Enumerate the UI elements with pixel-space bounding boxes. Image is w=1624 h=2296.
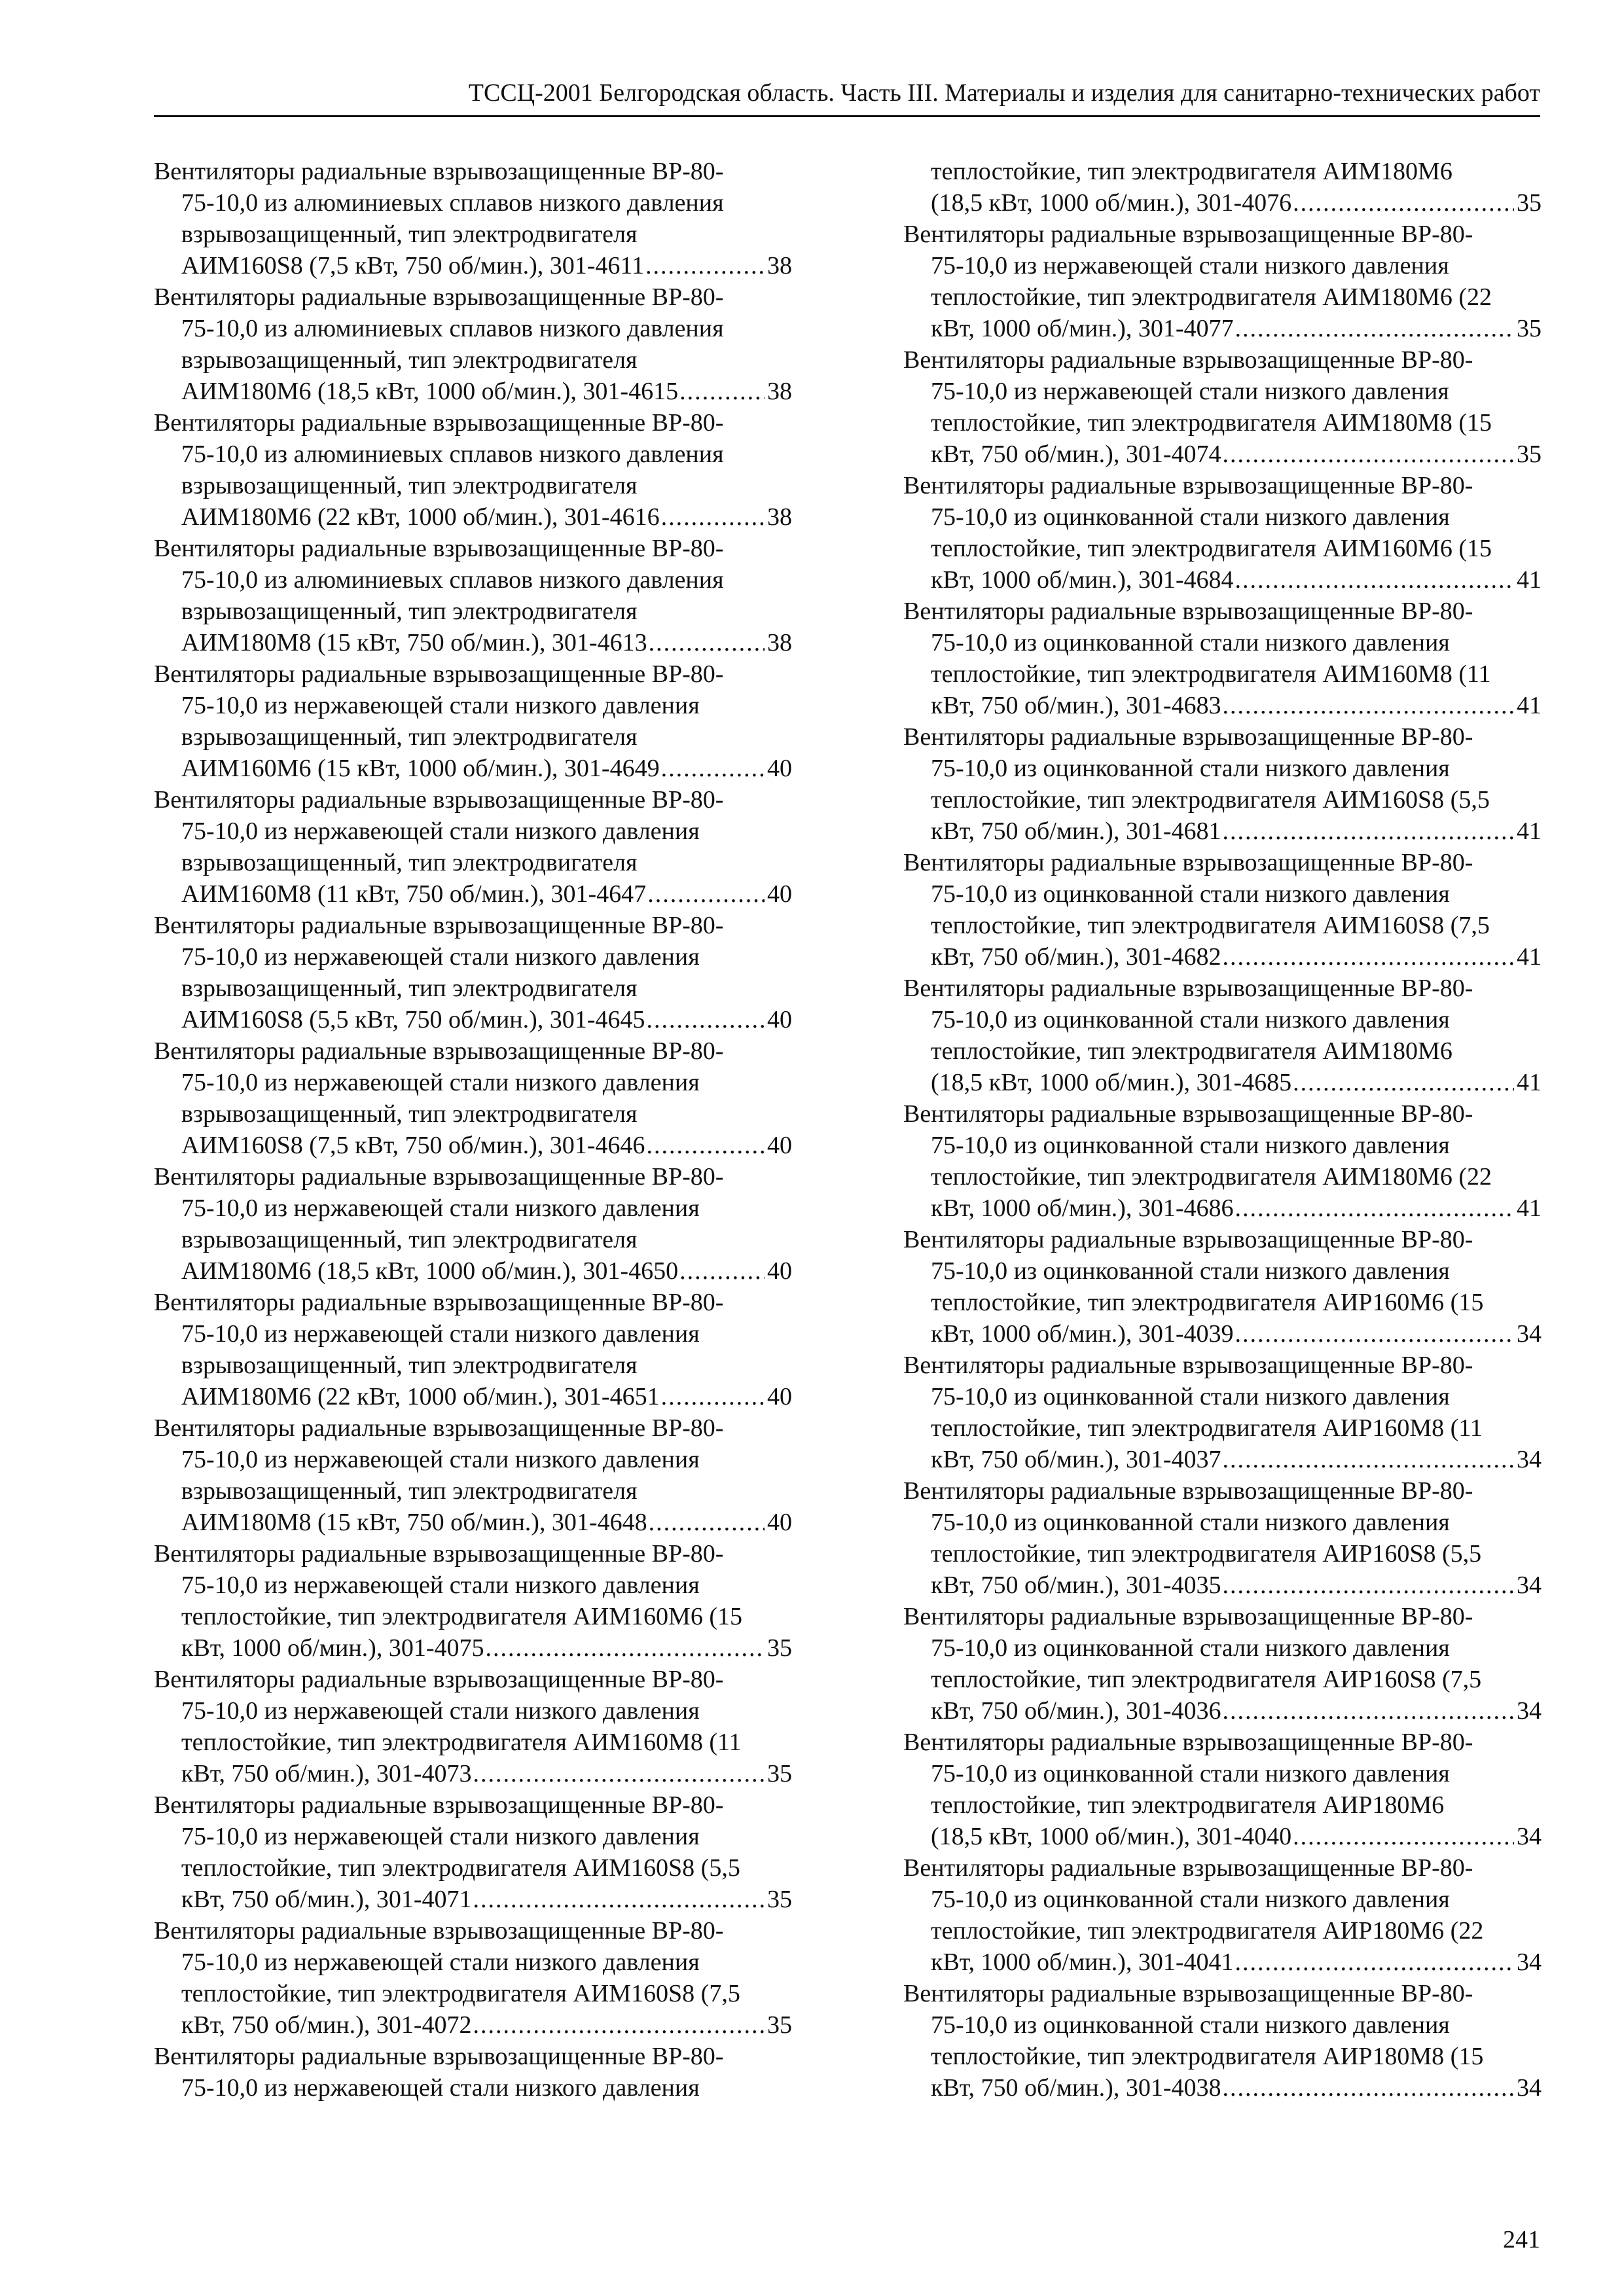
index-entry-line: 75-10,0 из нержавеющей стали низкого давления bbox=[931, 252, 1449, 279]
dot-leader bbox=[1222, 2072, 1514, 2104]
index-entry-line: Вентиляторы радиальные взрывозащищенные ВР-80- bbox=[903, 346, 1473, 374]
index-entry-line: Вентиляторы радиальные взрывозащищенные ВР-80- bbox=[903, 1477, 1473, 1505]
index-entry-line: 75-10,0 из оцинкованной стали низкого давления bbox=[931, 503, 1450, 531]
dot-leader bbox=[1293, 1067, 1514, 1098]
index-entry-line: теплостойкие, тип электродвигателя АИМ160S8 (7,5 bbox=[181, 1980, 740, 2007]
index-entry-line: Вентиляторы радиальные взрывозащищенные ВР-80- bbox=[154, 535, 724, 562]
index-entry bbox=[903, 1475, 1542, 1601]
index-entry-page: 35 bbox=[767, 1886, 792, 1913]
index-entry-line bbox=[903, 313, 1542, 344]
index-entry-line: 75-10,0 из нержавеющей стали низкого давления bbox=[181, 1069, 700, 1096]
index-entry-text: кВт, 750 об/мин.), 301-4074 bbox=[931, 440, 1221, 468]
dot-leader bbox=[1222, 1444, 1514, 1475]
index-entry-line: 75-10,0 из алюминиевых сплавов низкого давления bbox=[181, 566, 724, 594]
index-entry bbox=[154, 1287, 792, 1412]
dot-leader bbox=[1235, 313, 1514, 344]
index-entry-line: Вентиляторы радиальные взрывозащищенные ВР-80- bbox=[903, 1854, 1473, 1882]
index-entry-line: взрывозащищенный, тип электродвигателя bbox=[181, 723, 638, 751]
index-entry-line: Вентиляторы радиальные взрывозащищенные ВР-80- bbox=[903, 1100, 1473, 1128]
index-entry-page: 35 bbox=[767, 1634, 792, 1662]
index-entry-line: Вентиляторы радиальные взрывозащищенные ВР-80- bbox=[903, 472, 1473, 499]
index-entry bbox=[903, 847, 1542, 973]
index-entry-line bbox=[903, 1193, 1542, 1224]
index-entry-text: кВт, 1000 об/мин.), 301-4686 bbox=[931, 1194, 1234, 1222]
index-entry bbox=[154, 784, 792, 910]
index-entry-line: Вентиляторы радиальные взрывозащищенные ВР-80- bbox=[154, 409, 724, 437]
dot-leader bbox=[1235, 1193, 1514, 1224]
index-entry-line bbox=[903, 941, 1542, 973]
dot-leader bbox=[1222, 816, 1514, 847]
dot-leader bbox=[1235, 1318, 1514, 1350]
index-column-right bbox=[903, 156, 1542, 2104]
index-entry-line: теплостойкие, тип электродвигателя АИМ160М6 (15 bbox=[181, 1603, 742, 1630]
index-entry-text: кВт, 1000 об/мин.), 301-4075 bbox=[181, 1634, 484, 1662]
index-entry-page: 40 bbox=[767, 1509, 792, 1536]
dot-leader bbox=[1222, 690, 1514, 721]
index-entry-line: 75-10,0 из алюминиевых сплавов низкого давления bbox=[181, 315, 724, 342]
index-entry-line bbox=[903, 1821, 1542, 1852]
index-entry-line: Вентиляторы радиальные взрывозащищенные ВР-80- bbox=[154, 158, 724, 185]
index-entry-line: теплостойкие, тип электродвигателя АИМ160М8 (11 bbox=[931, 660, 1491, 688]
index-entry-text: (18,5 кВт, 1000 об/мин.), 301-4685 bbox=[931, 1069, 1292, 1096]
index-entry bbox=[903, 156, 1542, 219]
index-entry-line: Вентиляторы радиальные взрывозащищенные ВР-80- bbox=[154, 912, 724, 939]
index-entry-page: 34 bbox=[1517, 1697, 1542, 1725]
page-number: 241 bbox=[1503, 2226, 1540, 2253]
index-entry bbox=[154, 1538, 792, 1664]
index-entry-text: (18,5 кВт, 1000 об/мин.), 301-4076 bbox=[931, 189, 1292, 217]
index-entry-line: теплостойкие, тип электродвигателя АИМ160М8 (11 bbox=[181, 1729, 742, 1756]
index-entry-line: теплостойкие, тип электродвигателя АИР160S8 (7,5 bbox=[931, 1666, 1482, 1693]
index-entry bbox=[903, 596, 1542, 721]
index-entry-line: взрывозащищенный, тип электродвигателя bbox=[181, 849, 638, 876]
index-entry-line bbox=[903, 1695, 1542, 1727]
dot-leader bbox=[1222, 1570, 1514, 1601]
index-entry bbox=[903, 721, 1542, 847]
index-entry-line: взрывозащищенный, тип электродвигателя bbox=[181, 598, 638, 625]
index-entry-line: Вентиляторы радиальные взрывозащищенные ВР-80- bbox=[154, 1163, 724, 1191]
dot-leader bbox=[679, 376, 765, 407]
index-entry-page: 41 bbox=[1517, 1194, 1542, 1222]
index-entry bbox=[154, 1161, 792, 1287]
index-entry-line bbox=[903, 439, 1542, 470]
index-entry-line: 75-10,0 из нержавеющей стали низкого давления bbox=[181, 1948, 700, 1976]
index-entry-page: 40 bbox=[767, 1132, 792, 1159]
index-entry-line: Вентиляторы радиальные взрывозащищенные ВР-80- bbox=[903, 975, 1473, 1002]
index-entry-text: АИМ180М8 (15 кВт, 750 об/мин.), 301-4648 bbox=[181, 1509, 647, 1536]
index-entry-text: кВт, 750 об/мин.), 301-4682 bbox=[931, 943, 1221, 971]
index-entry-text: кВт, 750 об/мин.), 301-4038 bbox=[931, 2074, 1221, 2102]
index-entry-line: 75-10,0 из нержавеющей стали низкого давления bbox=[181, 943, 700, 971]
index-entry-page: 35 bbox=[1517, 189, 1542, 217]
index-entry-text: кВт, 750 об/мин.), 301-4071 bbox=[181, 1886, 472, 1913]
index-entry-text: кВт, 1000 об/мин.), 301-4077 bbox=[931, 315, 1234, 342]
index-entry-line: Вентиляторы радиальные взрывозащищенные ВР-80- bbox=[903, 1352, 1473, 1379]
index-entry-line: 75-10,0 из оцинкованной стали низкого давления bbox=[931, 1760, 1450, 1787]
index-entry-line: теплостойкие, тип электродвигателя АИМ180М6 (22 bbox=[931, 1163, 1492, 1191]
index-entry-line: 75-10,0 из оцинкованной стали низкого давления bbox=[931, 629, 1450, 656]
index-entry-line: теплостойкие, тип электродвигателя АИМ160S8 (5,5 bbox=[931, 786, 1490, 814]
index-entry-line bbox=[154, 1758, 792, 1789]
dot-leader bbox=[661, 501, 765, 533]
index-entry-line: 75-10,0 из алюминиевых сплавов низкого давления bbox=[181, 189, 724, 217]
index-column-left bbox=[154, 156, 792, 2104]
dot-leader bbox=[649, 627, 765, 658]
index-entry bbox=[154, 533, 792, 658]
index-entry-text: АИМ180М6 (18,5 кВт, 1000 об/мин.), 301-4615 bbox=[181, 378, 679, 405]
index-entry-line bbox=[903, 1318, 1542, 1350]
index-entry-line bbox=[903, 1067, 1542, 1098]
index-entry-line: Вентиляторы радиальные взрывозащищенные ВР-80- bbox=[154, 1666, 724, 1693]
index-entry-line: 75-10,0 из оцинкованной стали низкого давления bbox=[931, 880, 1450, 908]
index-entry-text: кВт, 750 об/мин.), 301-4037 bbox=[931, 1446, 1221, 1473]
index-entry-line: 75-10,0 из оцинкованной стали низкого давления bbox=[931, 1509, 1450, 1536]
index-entry-text: кВт, 1000 об/мин.), 301-4039 bbox=[931, 1320, 1234, 1348]
index-entry-line: теплостойкие, тип электродвигателя АИР160М8 (11 bbox=[931, 1414, 1483, 1442]
index-entry-line: теплостойкие, тип электродвигателя АИМ160М6 (15 bbox=[931, 535, 1492, 562]
index-entry-page: 40 bbox=[767, 1006, 792, 1033]
index-entry-line: Вентиляторы радиальные взрывозащищенные ВР-80- bbox=[154, 283, 724, 311]
dot-leader bbox=[1235, 564, 1514, 596]
index-entry-line: Вентиляторы радиальные взрывозащищенные ВР-80- bbox=[903, 723, 1473, 751]
index-entry bbox=[154, 281, 792, 407]
index-entry-page: 40 bbox=[767, 1383, 792, 1410]
index-entry-line bbox=[154, 878, 792, 910]
index-entry-line bbox=[154, 1507, 792, 1538]
index-entry-page: 40 bbox=[767, 755, 792, 782]
dot-leader bbox=[1222, 439, 1514, 470]
index-entry-line bbox=[154, 627, 792, 658]
index-entry-line: теплостойкие, тип электродвигателя АИР180М8 (15 bbox=[931, 2043, 1484, 2070]
index-entry bbox=[903, 1978, 1542, 2104]
index-entry-line bbox=[903, 690, 1542, 721]
index-entry-line: теплостойкие, тип электродвигателя АИР180М6 bbox=[931, 1791, 1445, 1819]
index-entry-page: 34 bbox=[1517, 2074, 1542, 2102]
dot-leader bbox=[679, 1255, 765, 1287]
index-entry-page: 41 bbox=[1517, 943, 1542, 971]
index-entry-page: 41 bbox=[1517, 817, 1542, 845]
index-entry bbox=[154, 1789, 792, 1915]
index-entry-line bbox=[154, 2009, 792, 2041]
index-entry-line bbox=[903, 816, 1542, 847]
dot-leader bbox=[1222, 1695, 1514, 1727]
index-entry-line bbox=[154, 753, 792, 784]
index-entry-page: 34 bbox=[1517, 1948, 1542, 1976]
index-entry bbox=[154, 2041, 792, 2104]
index-entry-line: взрывозащищенный, тип электродвигателя bbox=[181, 1477, 638, 1505]
index-entry bbox=[903, 1727, 1542, 1852]
index-entry-line: Вентиляторы радиальные взрывозащищенные ВР-80- bbox=[903, 1729, 1473, 1756]
index-entry-line: Вентиляторы радиальные взрывозащищенные ВР-80- bbox=[154, 1289, 724, 1316]
index-entry-text: кВт, 750 об/мин.), 301-4072 bbox=[181, 2011, 472, 2039]
index-entry-line: Вентиляторы радиальные взрывозащищенные ВР-80- bbox=[903, 1980, 1473, 2007]
index-entry-text: кВт, 750 об/мин.), 301-4035 bbox=[931, 1571, 1221, 1599]
index-entry bbox=[903, 1224, 1542, 1350]
index-entry-page: 40 bbox=[767, 1257, 792, 1285]
index-entry-line: 75-10,0 из оцинкованной стали низкого давления bbox=[931, 1886, 1450, 1913]
index-entry-line: 75-10,0 из оцинкованной стали низкого давления bbox=[931, 755, 1450, 782]
index-entry-text: кВт, 750 об/мин.), 301-4036 bbox=[931, 1697, 1221, 1725]
dot-leader bbox=[1235, 1946, 1514, 1978]
index-entry bbox=[154, 1664, 792, 1789]
index-entry bbox=[903, 1601, 1542, 1727]
index-entry-text: кВт, 1000 об/мин.), 301-4041 bbox=[931, 1948, 1234, 1976]
index-entry-line: Вентиляторы радиальные взрывозащищенные ВР-80- bbox=[154, 786, 724, 814]
index-entry-line: взрывозащищенный, тип электродвигателя bbox=[181, 221, 638, 248]
index-entry-line: 75-10,0 из нержавеющей стали низкого давления bbox=[181, 2074, 700, 2102]
index-entry-line bbox=[903, 1946, 1542, 1978]
index-entry-line bbox=[154, 1004, 792, 1035]
dot-leader bbox=[1293, 187, 1514, 219]
index-entry-line: Вентиляторы радиальные взрывозащищенные ВР-80- bbox=[154, 1540, 724, 1568]
index-entry-text: кВт, 750 об/мин.), 301-4683 bbox=[931, 692, 1221, 719]
index-entry-line: взрывозащищенный, тип электродвигателя bbox=[181, 472, 638, 499]
index-entry-line bbox=[154, 1130, 792, 1161]
index-entry-line bbox=[154, 1255, 792, 1287]
index-entry-line bbox=[154, 1884, 792, 1915]
index-entry-line: 75-10,0 из оцинкованной стали низкого давления bbox=[931, 1634, 1450, 1662]
index-entry-line: Вентиляторы радиальные взрывозащищенные ВР-80- bbox=[903, 849, 1473, 876]
dot-leader bbox=[1222, 941, 1514, 973]
index-entry-text: АИМ180М6 (22 кВт, 1000 об/мин.), 301-4616 bbox=[181, 503, 660, 531]
index-entry-line bbox=[903, 1444, 1542, 1475]
index-entry-line bbox=[903, 564, 1542, 596]
index-entry-line: 75-10,0 из оцинкованной стали низкого давления bbox=[931, 1132, 1450, 1159]
index-entry-line: теплостойкие, тип электродвигателя АИМ180М8 (15 bbox=[931, 409, 1492, 437]
index-entry bbox=[903, 344, 1542, 470]
index-entry-page: 34 bbox=[1517, 1823, 1542, 1850]
dot-leader bbox=[661, 753, 765, 784]
index-entry-line: 75-10,0 из нержавеющей стали низкого давления bbox=[181, 1571, 700, 1599]
index-entry-text: АИМ180М6 (18,5 кВт, 1000 об/мин.), 301-4650 bbox=[181, 1257, 679, 1285]
index-entry bbox=[154, 1915, 792, 2041]
index-entry-line: взрывозащищенный, тип электродвигателя bbox=[181, 1352, 638, 1379]
index-entry-page: 41 bbox=[1517, 692, 1542, 719]
index-entry-page: 35 bbox=[1517, 315, 1542, 342]
index-entry-line: 75-10,0 из алюминиевых сплавов низкого давления bbox=[181, 440, 724, 468]
index-entry-page: 34 bbox=[1517, 1446, 1542, 1473]
index-entry-line: теплостойкие, тип электродвигателя АИМ180М6 bbox=[931, 1037, 1453, 1065]
index-entry-page: 38 bbox=[767, 252, 792, 279]
index-entry-text: кВт, 750 об/мин.), 301-4681 bbox=[931, 817, 1221, 845]
index-entry bbox=[903, 470, 1542, 596]
index-entry bbox=[903, 219, 1542, 344]
index-entry-line bbox=[154, 1632, 792, 1664]
index-entry bbox=[903, 1350, 1542, 1475]
dot-leader bbox=[473, 1758, 765, 1789]
dot-leader bbox=[645, 250, 765, 281]
index-entry-line: 75-10,0 из нержавеющей стали низкого давления bbox=[181, 1697, 700, 1725]
index-entry-page: 35 bbox=[767, 2011, 792, 2039]
running-header: ТССЦ-2001 Белгородская область. Часть III. Материалы и изделия для санитарно-технических работ bbox=[468, 79, 1540, 107]
index-entry-line: 75-10,0 из нержавеющей стали низкого давления bbox=[181, 817, 700, 845]
index-entry-line bbox=[154, 501, 792, 533]
index-entry-page: 41 bbox=[1517, 1069, 1542, 1096]
dot-leader bbox=[473, 1884, 765, 1915]
index-entry-line: 75-10,0 из оцинкованной стали низкого давления bbox=[931, 2011, 1450, 2039]
index-entry-line bbox=[903, 1570, 1542, 1601]
index-entry bbox=[154, 658, 792, 784]
dot-leader bbox=[646, 1004, 765, 1035]
index-entry-line: Вентиляторы радиальные взрывозащищенные ВР-80- bbox=[903, 221, 1473, 248]
index-entry-line bbox=[154, 250, 792, 281]
index-entry-line: 75-10,0 из нержавеющей стали низкого давления bbox=[931, 378, 1449, 405]
index-entry-page: 38 bbox=[767, 503, 792, 531]
index-entry bbox=[154, 156, 792, 281]
index-entry bbox=[154, 407, 792, 533]
index-entry-line: Вентиляторы радиальные взрывозащищенные ВР-80- bbox=[903, 1226, 1473, 1253]
index-entry-line: взрывозащищенный, тип электродвигателя bbox=[181, 1100, 638, 1128]
index-entry-line: теплостойкие, тип электродвигателя АИМ160S8 (7,5 bbox=[931, 912, 1490, 939]
index-entry-text: АИМ160S8 (5,5 кВт, 750 об/мин.), 301-4645 bbox=[181, 1006, 645, 1033]
index-entry-text: (18,5 кВт, 1000 об/мин.), 301-4040 bbox=[931, 1823, 1292, 1850]
index-entry-text: АИМ160S8 (7,5 кВт, 750 об/мин.), 301-4611 bbox=[181, 252, 645, 279]
index-entry-line: Вентиляторы радиальные взрывозащищенные ВР-80- bbox=[154, 1917, 724, 1945]
index-entry-line: 75-10,0 из оцинкованной стали низкого давления bbox=[931, 1257, 1450, 1285]
dot-leader bbox=[646, 1130, 765, 1161]
index-entry-line: теплостойкие, тип электродвигателя АИМ180М6 (22 bbox=[931, 283, 1492, 311]
index-entry bbox=[154, 1412, 792, 1538]
index-entry-text: АИМ160М6 (15 кВт, 1000 об/мин.), 301-4649 bbox=[181, 755, 660, 782]
index-entry-page: 38 bbox=[767, 378, 792, 405]
index-entry-line: взрывозащищенный, тип электродвигателя bbox=[181, 346, 638, 374]
index-entry-line: теплостойкие, тип электродвигателя АИР160М6 (15 bbox=[931, 1289, 1484, 1316]
index-entry-line: Вентиляторы радиальные взрывозащищенные ВР-80- bbox=[903, 598, 1473, 625]
index-entry-line: взрывозащищенный, тип электродвигателя bbox=[181, 975, 638, 1002]
index-entry-line: теплостойкие, тип электродвигателя АИМ180М6 bbox=[931, 158, 1453, 185]
dot-leader bbox=[647, 878, 765, 910]
index-entry-line: теплостойкие, тип электродвигателя АИМ160S8 (5,5 bbox=[181, 1854, 740, 1882]
index-entry-text: кВт, 1000 об/мин.), 301-4684 bbox=[931, 566, 1234, 594]
index-entry bbox=[154, 1035, 792, 1161]
index-entry-line: Вентиляторы радиальные взрывозащищенные ВР-80- bbox=[903, 1603, 1473, 1630]
index-entry-line bbox=[903, 187, 1542, 219]
dot-leader bbox=[649, 1507, 765, 1538]
index-entry-line: 75-10,0 из нержавеющей стали низкого давления bbox=[181, 1320, 700, 1348]
index-entry bbox=[903, 973, 1542, 1098]
index-entry bbox=[903, 1852, 1542, 1978]
index-entry-line: 75-10,0 из нержавеющей стали низкого давления bbox=[181, 1823, 700, 1850]
index-entry-line: 75-10,0 из нержавеющей стали низкого давления bbox=[181, 692, 700, 719]
index-entry-page: 40 bbox=[767, 880, 792, 908]
index-entry-text: кВт, 750 об/мин.), 301-4073 bbox=[181, 1760, 472, 1787]
index-entry-text: АИМ160S8 (7,5 кВт, 750 об/мин.), 301-4646 bbox=[181, 1132, 645, 1159]
index-entry-line: 75-10,0 из нержавеющей стали низкого давления bbox=[181, 1194, 700, 1222]
index-entry-line bbox=[154, 1381, 792, 1412]
index-entry-text: АИМ180М6 (22 кВт, 1000 об/мин.), 301-4651 bbox=[181, 1383, 660, 1410]
index-entry-text: АИМ180М8 (15 кВт, 750 об/мин.), 301-4613 bbox=[181, 629, 647, 656]
index-entry-line: 75-10,0 из оцинкованной стали низкого давления bbox=[931, 1006, 1450, 1033]
dot-leader bbox=[661, 1381, 765, 1412]
index-entry-page: 35 bbox=[767, 1760, 792, 1787]
index-entry bbox=[154, 910, 792, 1035]
index-entry-text: АИМ160М8 (11 кВт, 750 об/мин.), 301-4647 bbox=[181, 880, 647, 908]
index-entry-page: 35 bbox=[1517, 440, 1542, 468]
index-entry-line bbox=[903, 2072, 1542, 2104]
dot-leader bbox=[473, 2009, 765, 2041]
dot-leader bbox=[485, 1632, 765, 1664]
index-entry-line: Вентиляторы радиальные взрывозащищенные ВР-80- bbox=[154, 1414, 724, 1442]
index-entry-line: теплостойкие, тип электродвигателя АИР180М6 (22 bbox=[931, 1917, 1484, 1945]
header-rule bbox=[154, 115, 1540, 117]
index-entry-line: 75-10,0 из нержавеющей стали низкого давления bbox=[181, 1446, 700, 1473]
dot-leader bbox=[1293, 1821, 1514, 1852]
index-entry-line: взрывозащищенный, тип электродвигателя bbox=[181, 1226, 638, 1253]
index-entry-page: 34 bbox=[1517, 1571, 1542, 1599]
index-entry-line: Вентиляторы радиальные взрывозащищенные ВР-80- bbox=[154, 2043, 724, 2070]
index-entry-page: 41 bbox=[1517, 566, 1542, 594]
index-entry-line: Вентиляторы радиальные взрывозащищенные ВР-80- bbox=[154, 1791, 724, 1819]
index-entry-line bbox=[154, 376, 792, 407]
index-entry-page: 34 bbox=[1517, 1320, 1542, 1348]
index-entry bbox=[903, 1098, 1542, 1224]
index-entry-line: теплостойкие, тип электродвигателя АИР160S8 (5,5 bbox=[931, 1540, 1482, 1568]
index-entry-line: Вентиляторы радиальные взрывозащищенные ВР-80- bbox=[154, 1037, 724, 1065]
index-entry-page: 38 bbox=[767, 629, 792, 656]
index-entry-line: Вентиляторы радиальные взрывозащищенные ВР-80- bbox=[154, 660, 724, 688]
index-entry-line: 75-10,0 из оцинкованной стали низкого давления bbox=[931, 1383, 1450, 1410]
